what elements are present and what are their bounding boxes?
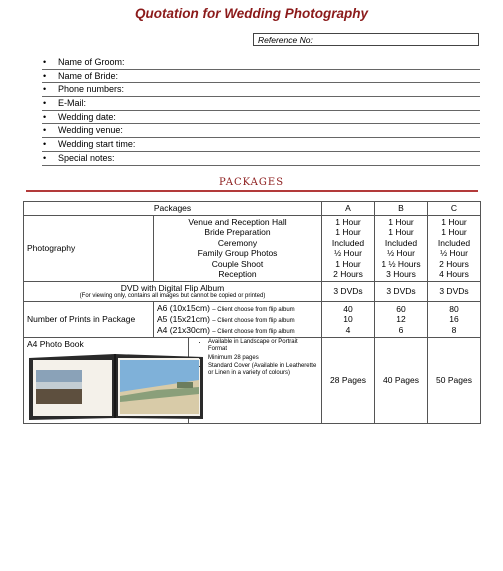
list-item: Bride Preparation [204, 227, 271, 237]
list-item: • Available in Landscape or Portrait Format [208, 339, 318, 354]
print-size-a5 [157, 314, 318, 325]
list-item: Family Group Photos [197, 248, 278, 258]
field-label: E-Mail: [58, 98, 87, 109]
photography-row [24, 215, 481, 281]
print-size-label: A5 (15x21cm) [157, 314, 210, 324]
list-item: 16 [449, 314, 459, 325]
field-wedding-start-time[interactable] [42, 138, 480, 152]
field-label: Wedding date: [58, 111, 116, 122]
list-item: 40 [343, 303, 353, 314]
print-size-note: – Client choose from flip album [212, 307, 295, 313]
package-a-header: A [322, 202, 375, 216]
field-phone-numbers[interactable] [42, 83, 480, 97]
field-email[interactable] [42, 97, 480, 111]
list-item: Included [384, 237, 418, 248]
bullet-icon: • [43, 152, 47, 163]
photography-package-a [322, 215, 375, 281]
field-label: Phone numbers: [58, 84, 125, 95]
list-item: Couple Shoot [211, 258, 264, 269]
field-label: Wedding start time: [58, 139, 136, 150]
dvd-label: DVD with Digital Flip Album [120, 282, 225, 293]
photography-package-c [428, 215, 481, 281]
bullet-icon: • [43, 139, 47, 150]
list-item: 1 Hour [441, 216, 467, 227]
list-item: Reception [218, 269, 257, 279]
print-size-a4 [157, 325, 318, 336]
list-item: 2 Hours [333, 269, 363, 279]
field-label: Name of Bride: [58, 70, 119, 81]
photography-items [154, 215, 322, 281]
print-size-note: – Client choose from flip album [212, 329, 295, 335]
prints-package-a [322, 302, 375, 338]
list-item: ½ Hour [387, 248, 415, 258]
list-item: Included [437, 237, 471, 248]
print-size-note: – Client choose from flip album [212, 318, 295, 324]
prints-row [24, 302, 481, 338]
print-size-a6 [157, 303, 318, 314]
field-label: Wedding venue: [58, 125, 123, 136]
dvd-package-a: 3 DVDs [322, 281, 375, 302]
list-item: 1 Hour [335, 216, 361, 227]
photography-package-b [375, 215, 428, 281]
packages-divider [26, 190, 478, 192]
print-size-label: A4 (21x30cm) [157, 325, 210, 335]
bullet-icon: • [43, 125, 47, 136]
album-package-c: 50 Pages [428, 338, 481, 424]
bullet-icon: • [43, 70, 47, 81]
list-item: 1 Hour [388, 216, 414, 227]
packages-header-cell: Packages [24, 202, 322, 216]
list-item: 2 Hours [439, 258, 469, 269]
list-item: 1 Hour [335, 258, 361, 269]
field-label: Special notes: [58, 152, 115, 163]
dvd-row [24, 281, 481, 302]
list-item: 1 Hour [441, 227, 467, 237]
list-item: 4 [345, 324, 351, 335]
reference-number-field[interactable] [253, 33, 479, 46]
list-item: 6 [398, 324, 404, 335]
client-details-list [42, 56, 480, 166]
list-item: 10 [343, 314, 353, 325]
prints-package-c [428, 302, 481, 338]
photo-book-image [27, 352, 205, 422]
album-row [24, 338, 481, 424]
list-item: Ceremony [217, 237, 258, 248]
list-item: ½ Hour [440, 248, 468, 258]
dvd-package-b: 3 DVDs [375, 281, 428, 302]
list-item: ½ Hour [334, 248, 362, 258]
list-item: 1 Hour [388, 227, 414, 237]
print-sizes [154, 302, 322, 338]
bullet-icon: • [43, 98, 47, 109]
table-header-row [24, 202, 481, 216]
list-item: 8 [451, 324, 457, 335]
field-groom-name[interactable] [42, 56, 480, 70]
field-special-notes[interactable] [42, 152, 480, 166]
dvd-note: (For viewing only, contains all images but cannot be copied or printed) [79, 293, 266, 299]
list-item: 1 ½ Hours [381, 258, 421, 269]
album-label: A4 Photo Book [27, 339, 84, 349]
album-features-list [192, 339, 318, 377]
list-item: • Standard Cover (Available in Leatherette or Linen in a variety of colours) [208, 363, 318, 378]
list-item: Included [331, 237, 365, 248]
dvd-label-cell [24, 281, 322, 302]
photography-label: Photography [24, 215, 154, 281]
list-item: 4 Hours [439, 269, 469, 279]
packages-table [23, 201, 481, 424]
package-c-header: C [428, 202, 481, 216]
package-b-header: B [375, 202, 428, 216]
packages-heading: PACKAGES [218, 177, 285, 188]
field-label: Name of Groom: [58, 57, 125, 67]
album-features [189, 338, 322, 424]
field-bride-name[interactable] [42, 70, 480, 84]
album-cell [24, 338, 189, 424]
bullet-icon: • [43, 57, 47, 67]
bullet-icon: • [43, 84, 47, 95]
list-item: 60 [396, 303, 406, 314]
list-item: • Minimum 28 pages [208, 355, 318, 362]
field-wedding-venue[interactable] [42, 124, 480, 138]
page-title: Quotation for Wedding Photography [135, 6, 368, 21]
print-size-label: A6 (10x15cm) [157, 303, 210, 313]
prints-label: Number of Prints in Package [24, 302, 154, 338]
prints-package-b [375, 302, 428, 338]
list-item: 3 Hours [386, 269, 416, 279]
list-item: 80 [449, 303, 459, 314]
field-wedding-date[interactable] [42, 111, 480, 125]
list-item: 12 [396, 314, 406, 325]
dvd-package-c: 3 DVDs [428, 281, 481, 302]
album-package-b: 40 Pages [375, 338, 428, 424]
list-item: 1 Hour [335, 227, 361, 237]
album-package-a: 28 Pages [322, 338, 375, 424]
bullet-icon: • [43, 111, 47, 122]
reference-label: Reference No: [258, 35, 313, 45]
list-item: Venue and Reception Hall [188, 216, 287, 227]
